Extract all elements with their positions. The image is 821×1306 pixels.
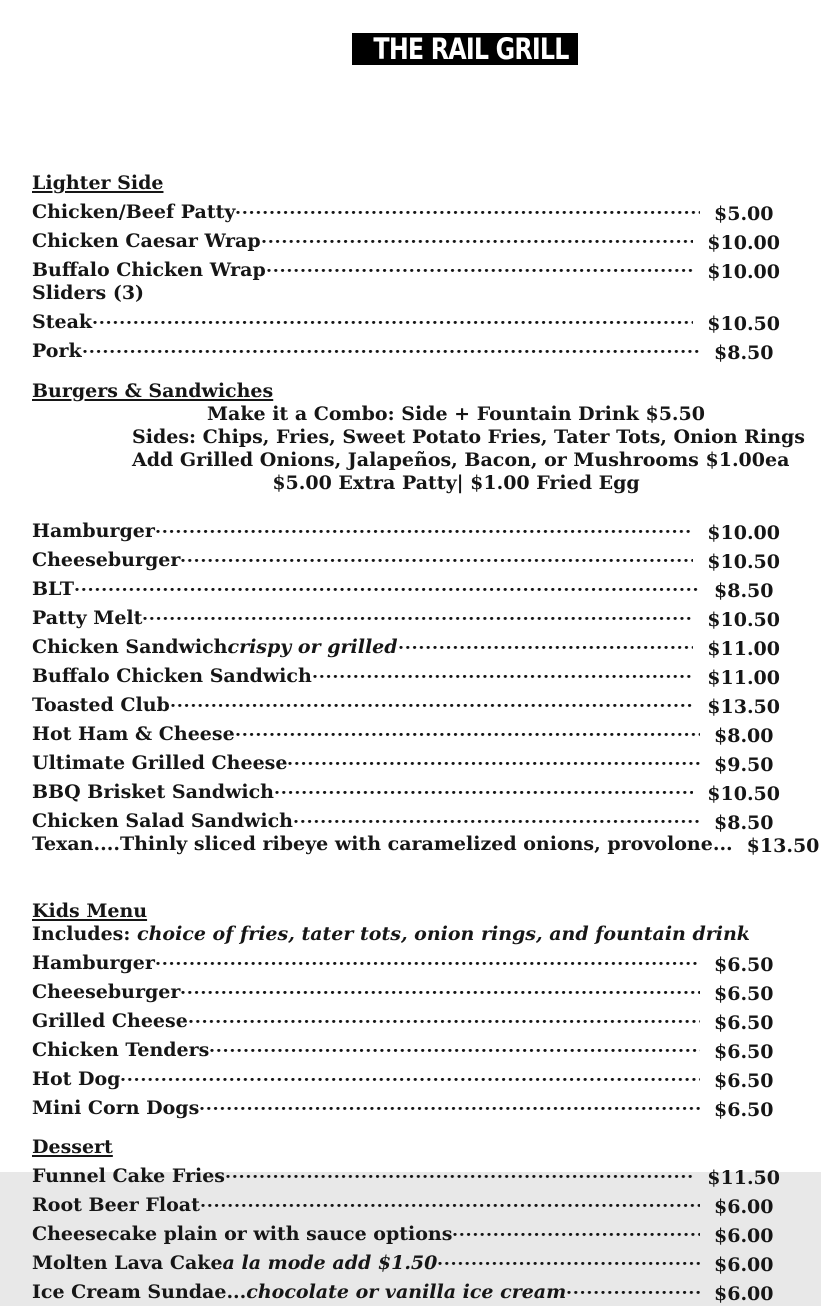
dot-leader — [201, 1188, 700, 1211]
dot-leader — [156, 514, 693, 537]
item-name: Cheesecake plain or with sauce options — [32, 1223, 453, 1245]
menu-item-row — [32, 717, 780, 746]
item-name: Buffalo Chicken Sandwich — [32, 665, 312, 687]
menu-item-row — [32, 1246, 780, 1275]
menu-item-row — [32, 195, 780, 224]
menu-item-row — [32, 1159, 780, 1188]
menu-item-row — [32, 833, 820, 857]
item-name: Grilled Cheese — [32, 1010, 188, 1032]
item-name: Molten Lava Cake — [32, 1252, 223, 1274]
dot-leader — [262, 224, 694, 247]
item-name: Hot Dog — [32, 1068, 121, 1090]
dot-leader — [453, 1217, 700, 1240]
restaurant-title-banner — [352, 33, 578, 65]
item-name: Ultimate Grilled Cheese — [32, 752, 288, 774]
item-price: $10.50 — [707, 783, 780, 805]
item-name: BBQ Brisket Sandwich — [32, 781, 274, 803]
item-price: $8.50 — [714, 342, 774, 364]
section-heading: Dessert — [32, 1136, 113, 1158]
dot-leader — [438, 1246, 700, 1269]
menu-item-row — [32, 224, 780, 253]
dot-leader — [171, 688, 693, 711]
item-name: Mini Corn Dogs — [32, 1097, 200, 1119]
dot-leader — [181, 543, 693, 566]
kids-includes-prefix: Includes: — [32, 923, 138, 945]
dot-leader — [226, 1159, 693, 1182]
item-name: Buffalo Chicken Wrap — [32, 259, 266, 281]
dot-leader — [313, 659, 694, 682]
menu-item-row — [32, 975, 780, 1004]
item-name: Funnel Cake Fries — [32, 1165, 225, 1187]
menu-item-row — [32, 659, 780, 688]
menu-item-row — [32, 1004, 780, 1033]
menu-item-row — [32, 688, 780, 717]
combo-note-line: $5.00 Extra Patty| $1.00 Fried Egg — [272, 472, 640, 494]
item-name: BLT — [32, 578, 75, 600]
item-note-italic: chocolate or vanilla ice cream — [246, 1281, 567, 1303]
item-note-italic: a la mode add $1.50 — [222, 1252, 438, 1274]
kids-includes-detail: choice of fries, tater tots, onion rings, and fountain drink — [137, 923, 750, 945]
menu-item-row — [32, 1188, 780, 1217]
item-price: $11.00 — [707, 638, 780, 660]
section-lighter-side — [32, 172, 780, 363]
item-name: Chicken Salad Sandwich — [32, 810, 293, 832]
menu-item-row — [32, 1275, 780, 1304]
item-price: $6.00 — [714, 1225, 774, 1247]
section-kids-menu — [32, 900, 780, 1120]
restaurant-title: THE RAIL GRILL — [373, 32, 569, 66]
kids-includes-line — [32, 923, 780, 946]
menu-item-row — [32, 282, 780, 305]
item-name: Hot Ham & Cheese — [32, 723, 235, 745]
dot-leader — [275, 775, 693, 798]
item-name: Root Beer Float — [32, 1194, 200, 1216]
item-price: $10.50 — [707, 313, 780, 335]
dot-leader — [121, 1062, 700, 1085]
item-price: $8.00 — [714, 725, 774, 747]
item-price: $8.50 — [714, 580, 774, 602]
item-price: $6.00 — [714, 1196, 774, 1218]
item-name: Patty Melt — [32, 607, 143, 629]
item-price: $10.00 — [707, 232, 780, 254]
item-price: $8.50 — [714, 812, 774, 834]
section-heading: Kids Menu — [32, 900, 148, 922]
item-price: $9.50 — [714, 754, 774, 776]
dot-leader — [294, 804, 700, 827]
dot-leader — [288, 746, 700, 769]
item-price: $10.00 — [707, 522, 780, 544]
item-name: Sliders (3) — [32, 282, 145, 304]
menu-item-row — [32, 946, 780, 975]
item-price: $6.50 — [714, 983, 774, 1005]
menu-item-row — [32, 572, 780, 601]
dot-leader — [156, 946, 700, 969]
item-name: Chicken Sandwich — [32, 636, 228, 658]
combo-note-line: Sides: Chips, Fries, Sweet Potato Fries, Tater Tots, Onion Rings — [132, 426, 805, 448]
dot-leader — [83, 334, 700, 357]
item-name: Cheeseburger — [32, 981, 181, 1003]
item-name: Ice Cream Sundae... — [32, 1281, 247, 1303]
dot-leader — [75, 572, 700, 595]
dot-leader — [93, 305, 693, 328]
combo-note-line: Make it a Combo: Side + Fountain Drink $5.50 — [207, 403, 705, 425]
menu-item-row — [32, 305, 780, 334]
dot-leader — [236, 717, 700, 740]
menu-item-row — [32, 601, 780, 630]
dot-leader — [567, 1275, 700, 1298]
menu-item-row — [32, 804, 780, 833]
menu-item-row — [32, 334, 780, 363]
item-price: $6.50 — [714, 1070, 774, 1092]
item-price: $11.50 — [707, 1167, 780, 1189]
item-name: Cheeseburger — [32, 549, 181, 571]
item-name: Toasted Club — [32, 694, 170, 716]
dot-leader — [189, 1004, 700, 1027]
section-burgers-sandwiches — [32, 380, 820, 857]
item-price: $13.50 — [707, 696, 780, 718]
menu-item-row — [32, 1033, 780, 1062]
item-name: Chicken/Beef Patty — [32, 201, 236, 223]
dot-leader — [236, 195, 700, 218]
section-heading: Lighter Side — [32, 172, 164, 194]
item-name: Pork — [32, 340, 82, 362]
dot-leader — [181, 975, 700, 998]
item-price: $10.50 — [707, 609, 780, 631]
item-price: $6.00 — [714, 1283, 774, 1305]
item-name: Hamburger — [32, 952, 155, 974]
menu-item-row — [32, 775, 780, 804]
item-price: $6.00 — [714, 1254, 774, 1276]
item-price: $6.50 — [714, 1099, 774, 1121]
item-price: $5.00 — [714, 203, 774, 225]
menu-item-row — [32, 543, 780, 572]
item-price: $6.50 — [714, 954, 774, 976]
section-dessert — [32, 1136, 780, 1304]
title-area — [32, 33, 780, 65]
item-note-italic: crispy or grilled — [227, 636, 398, 658]
dot-leader — [399, 630, 694, 653]
item-price: $11.00 — [707, 667, 780, 689]
dot-leader — [143, 601, 693, 624]
combo-note-line: Add Grilled Onions, Jalapeños, Bacon, or Mushrooms $1.00ea — [132, 449, 790, 471]
menu-item-row — [32, 746, 780, 775]
dot-leader — [267, 253, 694, 276]
item-name: Chicken Tenders — [32, 1039, 210, 1061]
menu-item-row — [32, 1217, 780, 1246]
dot-leader — [200, 1091, 700, 1114]
item-price: $6.50 — [714, 1041, 774, 1063]
item-price: $6.50 — [714, 1012, 774, 1034]
dot-leader — [210, 1033, 700, 1056]
item-name: Hamburger — [32, 520, 155, 542]
combo-notes — [32, 403, 805, 495]
menu-item-row — [32, 1091, 780, 1120]
item-price: $10.50 — [707, 551, 780, 573]
item-name: Chicken Caesar Wrap — [32, 230, 261, 252]
menu-item-row — [32, 1062, 780, 1091]
menu-item-row — [32, 630, 780, 659]
menu-item-row — [32, 253, 780, 282]
item-name: Steak — [32, 311, 93, 333]
item-price: $10.00 — [707, 261, 780, 283]
section-heading: Burgers & Sandwiches — [32, 380, 274, 402]
item-price: $13.50 — [746, 835, 820, 857]
menu-item-row — [32, 514, 780, 543]
item-name: Texan....Thinly sliced ribeye with caramelized onions, provolone... — [32, 833, 733, 855]
